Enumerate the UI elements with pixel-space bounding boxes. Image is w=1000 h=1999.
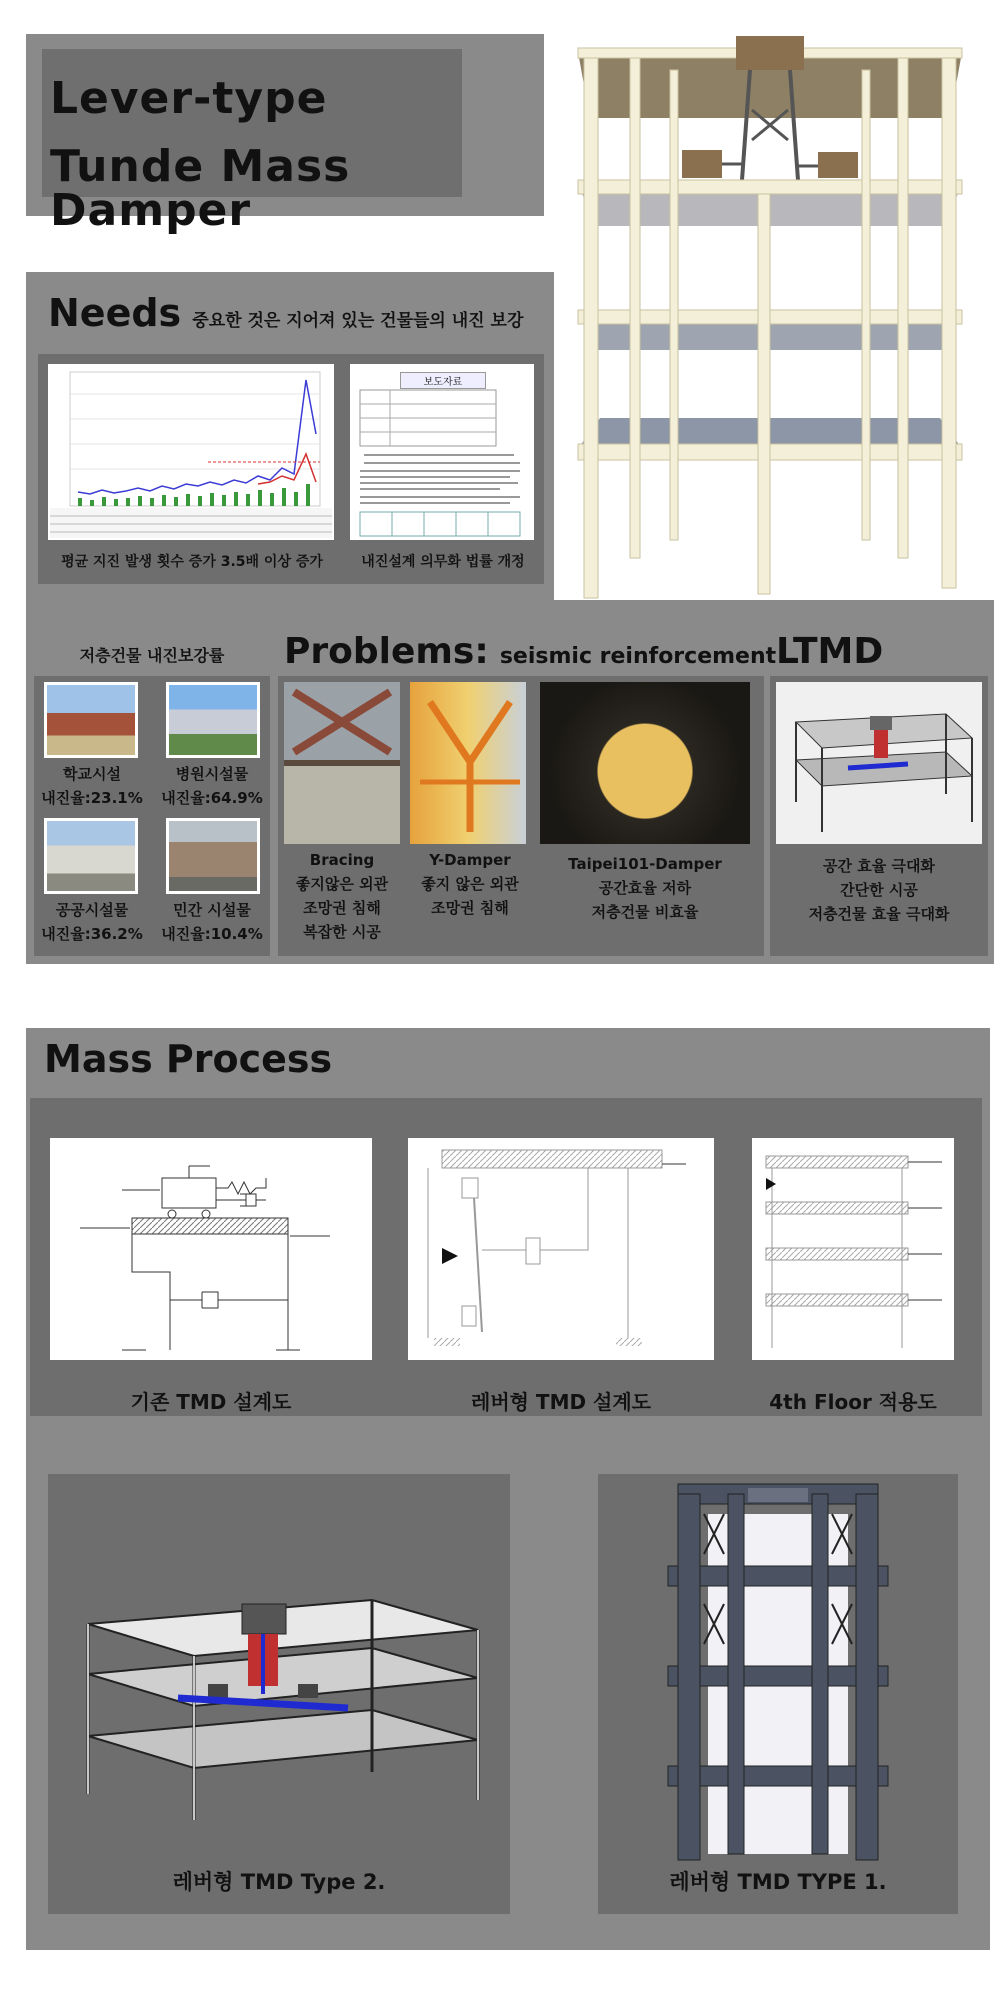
type1-panel — [598, 1474, 958, 1914]
private-rate: 내진율:10.4% — [161, 925, 263, 943]
low-rise-section — [34, 640, 270, 956]
taipei-damper-photo — [540, 682, 750, 844]
bracing-line-4: 복잡한 시공 — [303, 923, 381, 941]
problems-subheading: seismic reinforcement — [499, 644, 777, 669]
hospital-photo — [166, 682, 260, 758]
problems-heading: Problems: — [284, 631, 489, 672]
needs-panel — [26, 272, 554, 600]
y-damper-line-2: 좋지 않은 외관 — [421, 875, 519, 893]
lever-tmd-diagram — [408, 1138, 714, 1360]
ltmd-line-1: 공간 효율 극대화 — [823, 857, 935, 875]
doc-title: 보도자료 — [400, 372, 486, 389]
earthquake-chart-image — [48, 364, 334, 540]
hospital-rate: 내진율:64.9% — [161, 789, 263, 807]
page-title-line1: Lever-type — [50, 73, 328, 124]
ltmd-panel — [770, 676, 988, 956]
needs-inner — [38, 354, 544, 584]
school-rate: 내진율:23.1% — [41, 789, 143, 807]
ltmd-section — [770, 628, 988, 956]
needs-subheading: 중요한 것은 지어져 있는 건물들의 내진 보강 — [192, 311, 524, 331]
title-panel — [26, 34, 544, 236]
ltmd-line-2: 간단한 시공 — [840, 881, 918, 899]
y-damper-line-3: 조망권 침해 — [431, 899, 509, 917]
taipei-line-3: 저층건물 비효율 — [591, 903, 699, 921]
problems-grid — [278, 676, 764, 956]
school-label: 학교시설 — [63, 765, 121, 783]
problems-heading-row — [284, 631, 777, 672]
problems-section — [278, 628, 777, 956]
bracing-line-2: 좋지않은 외관 — [295, 875, 389, 893]
conventional-tmd-diagram — [50, 1138, 372, 1360]
public-rate: 내진율:36.2% — [41, 925, 143, 943]
needs-heading-row — [48, 291, 524, 335]
ltmd-line-3: 저층건물 효율 극대화 — [808, 905, 950, 923]
school-photo — [44, 682, 138, 758]
page-title-line2: Tunde Mass Damper — [50, 141, 351, 236]
title-box — [42, 49, 462, 236]
fourth-floor-caption: 4th Floor 적용도 — [769, 1390, 937, 1414]
private-photo — [166, 818, 260, 894]
taipei-line-1: Taipei101-Damper — [568, 855, 722, 873]
low-rise-heading: 저층건물 내진보강률 — [79, 646, 225, 665]
bracing-line-1: Bracing — [309, 851, 375, 869]
low-rise-grid — [34, 676, 270, 956]
hospital-label: 병원시설물 — [175, 765, 249, 783]
public-label: 공공시설물 — [55, 901, 129, 919]
y-damper-line-1: Y-Damper — [429, 851, 511, 869]
type2-panel — [48, 1474, 510, 1914]
needs-heading: Needs — [48, 291, 182, 335]
chart-caption: 평균 지진 발생 횟수 증가 3.5배 이상 증가 — [61, 554, 323, 570]
process-panel — [26, 1028, 990, 1950]
type1-caption: 레버형 TMD TYPE 1. — [669, 1870, 887, 1894]
ltmd-render — [776, 682, 982, 844]
ltmd-heading: LTMD — [776, 631, 884, 672]
fourth-floor-diagram — [752, 1138, 954, 1360]
conventional-tmd-caption: 기존 TMD 설계도 — [130, 1390, 292, 1414]
press-release-image — [350, 364, 534, 540]
doc-caption: 내진설계 의무화 법률 개정 — [361, 554, 525, 570]
public-photo — [44, 818, 138, 894]
lever-tmd-caption: 레버형 TMD 설계도 — [471, 1390, 651, 1414]
taipei-line-2: 공간효율 저하 — [598, 879, 692, 897]
type2-caption: 레버형 TMD Type 2. — [172, 1870, 386, 1894]
building-render — [570, 30, 970, 600]
private-label: 민간 시설물 — [173, 901, 251, 919]
bracing-line-3: 조망권 침해 — [303, 899, 381, 917]
process-heading: Mass Process — [44, 1037, 333, 1081]
